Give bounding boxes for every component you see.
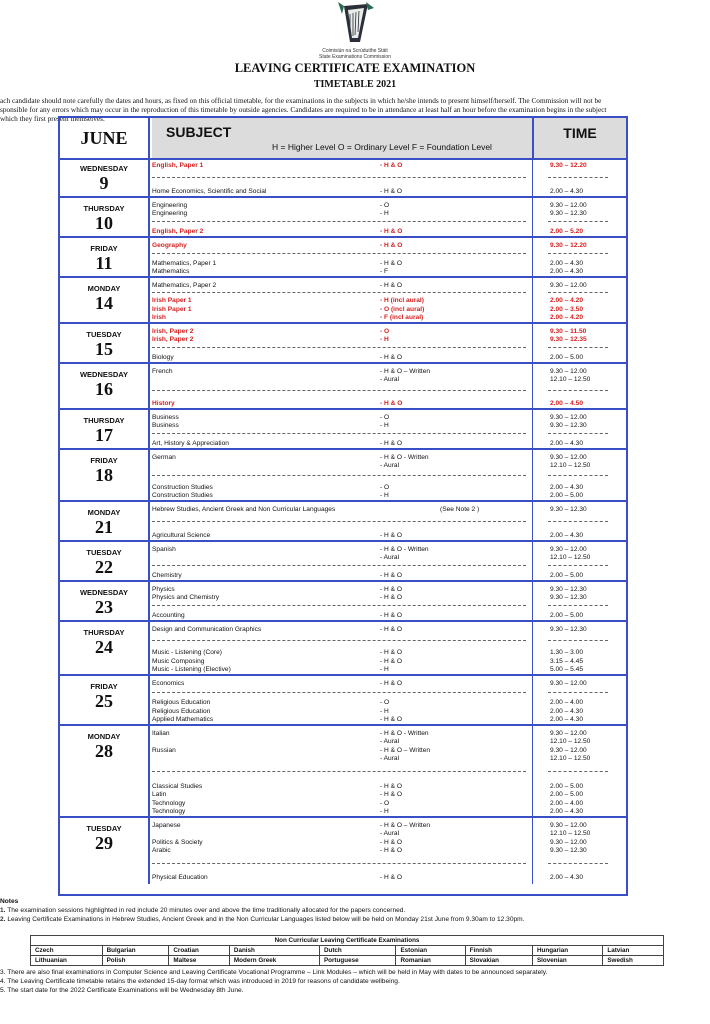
- subject-name: Irish: [152, 314, 166, 321]
- org-name-english: State Examinations Commission: [319, 54, 391, 60]
- subject-level: - H & O - Written: [380, 454, 429, 461]
- day-of-week: WEDNESDAY: [79, 588, 129, 597]
- language-cell: Polish: [102, 956, 169, 966]
- subject-level: - H & O: [380, 440, 402, 447]
- subject-level: - O (incl aural): [380, 305, 425, 313]
- subject-level: - H & O: [380, 188, 402, 195]
- subject-level: - F (incl aural): [380, 314, 424, 321]
- harp-logo-icon: [330, 2, 380, 48]
- subject-level: - H: [380, 666, 389, 673]
- note-3-text: There are also final examinations in Computer Science and Leaving Certificate Vocational Programme – Link Modules – which will be held in May with dates to be announced separately.: [7, 969, 548, 976]
- subject-name: Music Composing: [152, 657, 205, 665]
- intro-line: ach candidate should note carefully the dates and hours, as fixed on this official timetable, for the examinations in the subjects in which he/she intends to present himself/herself. The Commission will not be: [0, 96, 602, 105]
- exam-time: 2.00 – 4.30: [550, 259, 583, 267]
- day-of-week: THURSDAY: [83, 204, 125, 213]
- session-divider: [548, 863, 608, 864]
- page-title: LEAVING CERTIFICATE EXAMINATION: [234, 61, 476, 75]
- subject-name: Physics and Chemistry: [152, 594, 220, 602]
- exam-time: 12.10 – 12.50: [550, 462, 591, 470]
- subject-name: French: [152, 368, 173, 375]
- day-row: [60, 278, 626, 324]
- day-of-week: FRIDAY: [90, 682, 118, 691]
- exam-time: 2.00 – 4.20: [550, 297, 583, 305]
- subject-name: Arabic: [152, 847, 171, 855]
- day-of-week: TUESDAY: [86, 548, 122, 557]
- session-divider: [152, 347, 526, 348]
- day-date: 18: [95, 465, 113, 485]
- subject-level: - H & O: [380, 649, 402, 657]
- subject-name: Construction Studies: [152, 492, 213, 499]
- subject-name: Music - Listening (Core): [152, 649, 222, 657]
- subject-level: - Aural: [380, 830, 400, 838]
- exam-time: 2.00 – 4.30: [550, 874, 583, 881]
- note-5: 5. The start date for the 2022 Certificate Examinations will be Wednesday 8th June.: [0, 987, 244, 995]
- language-cell: Maltese: [169, 956, 230, 966]
- day-of-week: MONDAY: [87, 508, 121, 517]
- day-cell: [60, 364, 150, 408]
- subject-level: - O: [380, 699, 390, 707]
- language-cell: Bulgarian: [102, 946, 169, 956]
- session-divider: [548, 177, 608, 178]
- subject-name: Latin: [152, 791, 167, 799]
- subject-level: - H & O: [380, 847, 402, 855]
- exam-time: 2.00 – 4.30: [550, 716, 583, 723]
- session-divider: [548, 521, 608, 522]
- notes-section-continued: [0, 968, 710, 996]
- exam-time: 1.30 – 3.00: [550, 649, 583, 657]
- day-row: [60, 622, 626, 676]
- subject-name: German: [152, 454, 176, 461]
- subject-level: - H & O: [380, 572, 402, 579]
- subject-level: - H & O: [380, 532, 402, 539]
- day-cell: [60, 726, 150, 816]
- exam-time: 9.30 – 12.00: [550, 282, 587, 289]
- language-cell: Estonian: [396, 946, 465, 956]
- subject-level: - H & O – Written: [380, 822, 431, 829]
- exam-time: 9.30 – 12.00: [550, 414, 587, 421]
- exam-time: 2.00 – 5.00: [550, 791, 583, 799]
- language-cell: Lithuanian: [31, 956, 103, 966]
- exam-time: 9.30 – 12.00: [550, 746, 587, 754]
- subject-name: Classical Studies: [152, 782, 203, 790]
- session-divider: [548, 390, 608, 391]
- subject-level: - Aural: [380, 376, 400, 384]
- subject-level: - H & O: [380, 400, 403, 407]
- session-divider: [152, 221, 526, 222]
- exam-time: 2.00 – 4.50: [550, 400, 583, 407]
- exam-time: 9.30 – 12.30: [550, 594, 587, 602]
- subject-name: Engineering: [152, 202, 188, 209]
- subject-name: Economics: [152, 680, 185, 687]
- session-divider: [548, 692, 608, 693]
- exam-time: 9.30 – 12.00: [550, 822, 587, 829]
- day-of-week: THURSDAY: [83, 416, 125, 425]
- table-row: [31, 946, 664, 956]
- exam-time: 9.30 – 12.00: [550, 730, 587, 737]
- page-subtitle: TIMETABLE 2021: [313, 79, 397, 90]
- subject-name: Mathematics: [152, 268, 190, 275]
- subject-level: - O: [380, 414, 390, 421]
- day-row: [60, 676, 626, 726]
- subject-level: - Aural: [380, 738, 400, 746]
- exam-time: 3.15 – 4.45: [550, 657, 583, 665]
- session-divider: [152, 863, 526, 864]
- subject-level: - H & O: [380, 716, 402, 723]
- exam-time: 9.30 – 12.00: [550, 546, 587, 553]
- subject-name: Art, History & Appreciation: [152, 440, 229, 447]
- language-cell: Slovakian: [465, 956, 532, 966]
- subject-level: - H & O: [380, 586, 402, 593]
- exam-time: 9.30 – 12.00: [550, 454, 587, 461]
- note-4: 4. The Leaving Certificate timetable retains the extended 15-day format which was introduced in 2019 for reasons of candidate wellbeing.: [0, 978, 400, 986]
- session-divider: [548, 565, 608, 566]
- org-name-irish: Coimisiún na Scrúduithe Stáit: [322, 48, 388, 54]
- timetable-table: [58, 116, 628, 896]
- subject-level: - H: [380, 422, 389, 430]
- day-cell: [60, 158, 150, 196]
- language-cell: Romanian: [396, 956, 465, 966]
- day-row: [60, 158, 626, 198]
- exam-time: 2.00 – 5.00: [550, 354, 583, 361]
- language-cell: Swedish: [603, 956, 664, 966]
- exam-time: 2.00 – 4.30: [550, 532, 583, 539]
- session-divider: [548, 475, 608, 476]
- subject-level: - H & O - Written: [380, 730, 429, 737]
- subject-name: Physics: [152, 586, 175, 593]
- exam-time: 9.30 – 11.50: [550, 328, 587, 335]
- subject-name: Irish, Paper 2: [152, 328, 194, 335]
- subject-name: Irish Paper 1: [152, 297, 192, 305]
- subject-level: - H: [380, 336, 389, 344]
- day-of-week: FRIDAY: [90, 244, 118, 253]
- subject-name: Irish, Paper 2: [152, 336, 194, 344]
- session-divider: [152, 692, 526, 693]
- day-cell: [60, 622, 150, 674]
- subject-name: Physical Education: [152, 874, 208, 881]
- exam-time: 2.00 – 5.00: [550, 492, 583, 499]
- subject-level: - H & O: [380, 791, 402, 799]
- month-header: JUNE: [60, 118, 150, 158]
- exam-time: 2.00 – 5.00: [550, 782, 583, 790]
- exam-time: 2.00 – 3.50: [550, 305, 583, 313]
- day-date: 24: [95, 637, 113, 657]
- table-row: [31, 956, 664, 966]
- day-date: 17: [95, 425, 113, 445]
- session-divider: [152, 521, 526, 522]
- exam-time: 2.00 – 4.30: [550, 808, 583, 815]
- languages-table-caption: Non Curricular Leaving Certificate Examinations: [31, 936, 664, 946]
- exam-time: 9.30 – 12.30: [550, 422, 587, 430]
- subject-name: Irish Paper 1: [152, 305, 192, 313]
- subject-name: Technology: [152, 799, 186, 807]
- exam-time: 2.00 – 5.00: [550, 572, 583, 579]
- level-legend: H = Higher Level O = Ordinary Level F = Foundation Level: [272, 142, 492, 152]
- language-cell: Modern Greek: [229, 956, 319, 966]
- subject-level: - H & O: [380, 612, 402, 619]
- subject-name: Japanese: [152, 822, 181, 829]
- exam-time: 9.30 – 12.35: [550, 336, 587, 344]
- day-cell: [60, 676, 150, 724]
- subject-level: - Aural: [380, 462, 400, 470]
- session-divider: [152, 640, 526, 641]
- session-divider: [152, 475, 526, 476]
- subject-name: Engineering: [152, 210, 188, 218]
- subject-name: Agricultural Science: [152, 532, 211, 539]
- subject-level: - H & O: [380, 594, 402, 602]
- subject-name: Mathematics, Paper 1: [152, 259, 217, 267]
- day-date: 16: [95, 379, 113, 399]
- subject-name: Biology: [152, 354, 174, 361]
- exam-time: 2.00 – 4.30: [550, 268, 583, 275]
- day-date: 28: [95, 741, 113, 761]
- language-cell: Dutch: [319, 946, 396, 956]
- subject-level: - H: [380, 210, 389, 218]
- language-cell: Finnish: [465, 946, 532, 956]
- subject-name: Geography: [152, 242, 187, 249]
- note-4-text: The Leaving Certificate timetable retains the extended 15-day format which was introduced in 2019 for reasons of candidate wellbeing.: [7, 978, 400, 986]
- exam-time: 2.00 – 4.20: [550, 314, 583, 321]
- table-header: [60, 118, 626, 160]
- session-divider: [548, 771, 608, 772]
- exam-time: 2.00 – 4.30: [550, 440, 583, 447]
- subject-level: - H & O: [380, 680, 402, 687]
- day-of-week: TUESDAY: [86, 330, 122, 339]
- subject-level: - O: [380, 483, 390, 491]
- session-divider: [548, 292, 608, 293]
- day-cell: [60, 324, 150, 362]
- note-3: 3. There are also final examinations in Computer Science and Leaving Certificate Vocational Programme – Link Modules – which will be held in May with dates to be announced separately.: [0, 969, 548, 976]
- day-row: [60, 450, 626, 502]
- exam-time: 2.00 – 4.30: [550, 707, 583, 715]
- day-cell: [60, 502, 150, 540]
- subject-name: History: [152, 400, 175, 407]
- notes-section: [0, 897, 710, 924]
- subject-level: - H & O: [380, 838, 402, 846]
- subject-name: Religious Education: [152, 699, 211, 707]
- subject-name: Accounting: [152, 612, 185, 619]
- day-of-week: MONDAY: [87, 284, 121, 293]
- day-row: [60, 238, 626, 278]
- day-row: [60, 542, 626, 582]
- session-divider: [152, 433, 526, 434]
- day-date: 15: [95, 339, 113, 359]
- session-divider: [152, 177, 526, 178]
- language-cell: Latvian: [603, 946, 664, 956]
- subject-level: - H & O: [380, 354, 402, 361]
- subject-level: - H & O: [380, 162, 403, 169]
- subject-level: - H & O - Written: [380, 546, 429, 553]
- subject-header: [152, 118, 532, 158]
- subject-level: - H & O – Written: [380, 746, 431, 754]
- day-of-week: THURSDAY: [83, 628, 125, 637]
- exam-time: 5.00 – 5.45: [550, 666, 583, 673]
- subject-name: Russian: [152, 746, 176, 754]
- subject-level: - Aural: [380, 755, 400, 763]
- session-divider: [152, 605, 526, 606]
- exam-time: 2.00 – 4.30: [550, 188, 583, 195]
- exam-time: 12.10 – 12.50: [550, 830, 591, 838]
- day-cell: [60, 450, 150, 500]
- session-divider: [548, 347, 608, 348]
- day-cell: [60, 818, 150, 884]
- subject-level: - H (incl aural): [380, 297, 424, 305]
- subject-level: - H: [380, 707, 389, 715]
- exam-time: 9.30 – 12.20: [550, 162, 587, 169]
- subject-name: Business: [152, 422, 179, 430]
- subject-name: Music - Listening (Elective): [152, 666, 231, 673]
- subject-level: - F: [380, 268, 389, 275]
- exam-time: 2.00 – 4.00: [550, 799, 583, 807]
- language-cell: Czech: [31, 946, 103, 956]
- exam-time: 9.30 – 12.30: [550, 506, 587, 513]
- subject-level: - O: [380, 202, 390, 209]
- subject-name: Politics & Society: [152, 838, 203, 846]
- exam-time: 9.30 – 12.30: [550, 210, 587, 218]
- day-cell: [60, 198, 150, 236]
- intro-line: sponsible for any errors which may occur in the reproduction of this timetable by outside agencies. Candidates are required to be in attendance at least half an hour before the examination begins in the subject: [0, 105, 607, 115]
- subject-name: Spanish: [152, 546, 176, 553]
- subject-name: Home Economics, Scientific and Social: [152, 188, 267, 195]
- day-date: 9: [99, 173, 109, 193]
- subject-level: - H & O: [380, 242, 403, 249]
- subject-name: Italian: [152, 730, 170, 737]
- day-row: [60, 582, 626, 622]
- session-divider: [152, 565, 526, 566]
- subject-level: - H & O – Written: [380, 368, 431, 375]
- subject-name: Business: [152, 414, 179, 421]
- day-of-week: FRIDAY: [90, 456, 118, 465]
- subject-name: Hebrew Studies, Ancient Greek and Non Curricular Languages: [152, 506, 336, 513]
- session-divider: [548, 253, 608, 254]
- exam-time: 2.00 – 4.00: [550, 699, 583, 707]
- language-cell: Croatian: [169, 946, 230, 956]
- day-cell: [60, 410, 150, 448]
- day-cell: [60, 278, 150, 322]
- day-date: 21: [95, 517, 113, 537]
- day-date: 29: [95, 833, 113, 853]
- exam-time: 2.00 – 5.20: [550, 228, 583, 235]
- exam-time: 9.30 – 12.30: [550, 586, 587, 593]
- exam-time: 9.30 – 12.00: [550, 680, 587, 687]
- subject-level: - H: [380, 492, 389, 499]
- exam-time: 9.30 – 12.30: [550, 847, 587, 855]
- session-divider: [548, 221, 608, 222]
- day-row: [60, 364, 626, 410]
- subject-level: - H & O: [380, 782, 402, 790]
- subject-level: (See Note 2 ): [440, 506, 480, 513]
- note-1-text: The examination sessions highlighted in red include 20 minutes over and above the time traditionally allocated for the papers concerned.: [7, 907, 406, 914]
- exam-time: 9.30 – 12.20: [550, 242, 587, 249]
- language-cell: Slovenian: [532, 956, 602, 966]
- subject-name: English, Paper 1: [152, 162, 204, 169]
- subject-level: - O: [380, 799, 390, 807]
- day-of-week: MONDAY: [87, 732, 121, 741]
- subject-level: - H & O: [380, 259, 402, 267]
- subject-level: - H & O: [380, 282, 402, 289]
- day-row: [60, 726, 626, 818]
- session-divider: [152, 253, 526, 254]
- session-divider: [152, 292, 526, 293]
- day-row: [60, 324, 626, 364]
- time-header: TIME: [532, 118, 626, 158]
- day-of-week: WEDNESDAY: [79, 370, 129, 379]
- non-curricular-languages-table: [30, 935, 664, 966]
- day-row: [60, 818, 626, 884]
- subject-header-label: SUBJECT: [166, 124, 232, 140]
- session-divider: [548, 640, 608, 641]
- exam-time: 2.00 – 4.30: [550, 483, 583, 491]
- day-date: 14: [95, 293, 113, 313]
- language-cell: Portuguese: [319, 956, 396, 966]
- subject-level: - H & O: [380, 626, 402, 633]
- subject-name: Mathematics, Paper 2: [152, 282, 217, 289]
- note-5-text: The start date for the 2022 Certificate Examinations will be Wednesday 8th June.: [7, 987, 244, 995]
- exam-time: 9.30 – 12.00: [550, 838, 587, 846]
- day-date: 11: [95, 253, 113, 273]
- exam-time: 12.10 – 12.50: [550, 376, 591, 384]
- day-of-week: WEDNESDAY: [79, 164, 129, 173]
- day-date: 25: [95, 691, 113, 711]
- subject-level: - H & O: [380, 874, 402, 881]
- exam-time: 12.10 – 12.50: [550, 755, 591, 763]
- subject-name: Chemistry: [152, 572, 182, 579]
- subject-name: Religious Education: [152, 707, 211, 715]
- day-date: 10: [95, 213, 113, 233]
- subject-level: - H & O: [380, 228, 403, 235]
- subject-level: - H & O: [380, 657, 402, 665]
- session-divider: [152, 771, 526, 772]
- subject-name: English, Paper 2: [152, 228, 204, 235]
- session-divider: [152, 390, 526, 391]
- language-cell: Hungarian: [532, 946, 602, 956]
- session-divider: [548, 433, 608, 434]
- exam-time: 9.30 – 12.00: [550, 202, 587, 209]
- subject-level: - Aural: [380, 554, 400, 562]
- day-row: [60, 198, 626, 238]
- day-date: 22: [95, 557, 113, 577]
- notes-heading: Notes: [0, 898, 19, 905]
- note-2: 2. Leaving Certificate Examinations in Hebrew Studies, Ancient Greek and in the Non Curricular Languages listed below will be held on Monday 21st June from 9.30am to 12.30pm.: [0, 916, 525, 923]
- exam-time: 9.30 – 12.30: [550, 626, 587, 633]
- session-divider: [548, 605, 608, 606]
- day-of-week: TUESDAY: [86, 824, 122, 833]
- day-date: 23: [95, 597, 113, 617]
- subject-level: - H: [380, 808, 389, 815]
- note-2-text: Leaving Certificate Examinations in Hebrew Studies, Ancient Greek and in the Non Curricular Languages listed below will be held on Monday 21st June from 9.30am to 12.30pm.: [7, 916, 525, 923]
- day-cell: [60, 238, 150, 276]
- day-cell: [60, 542, 150, 580]
- subject-level: - O: [380, 328, 390, 335]
- language-cell: Danish: [229, 946, 319, 956]
- subject-name: Design and Communication Graphics: [152, 626, 262, 633]
- day-row: [60, 410, 626, 450]
- exam-time: 12.10 – 12.50: [550, 554, 591, 562]
- exam-time: 12.10 – 12.50: [550, 738, 591, 746]
- subject-name: Technology: [152, 808, 186, 815]
- subject-name: Construction Studies: [152, 483, 213, 491]
- day-row: [60, 502, 626, 542]
- subject-name: Applied Mathematics: [152, 716, 214, 723]
- day-cell: [60, 582, 150, 620]
- exam-time: 2.00 – 5.00: [550, 612, 583, 619]
- exam-time: 9.30 – 12.00: [550, 368, 587, 375]
- intro-line: which they first present themselves.: [0, 114, 105, 124]
- note-1: 1. The examination sessions highlighted in red include 20 minutes over and above the time traditionally allocated for the papers concerned.: [0, 907, 406, 914]
